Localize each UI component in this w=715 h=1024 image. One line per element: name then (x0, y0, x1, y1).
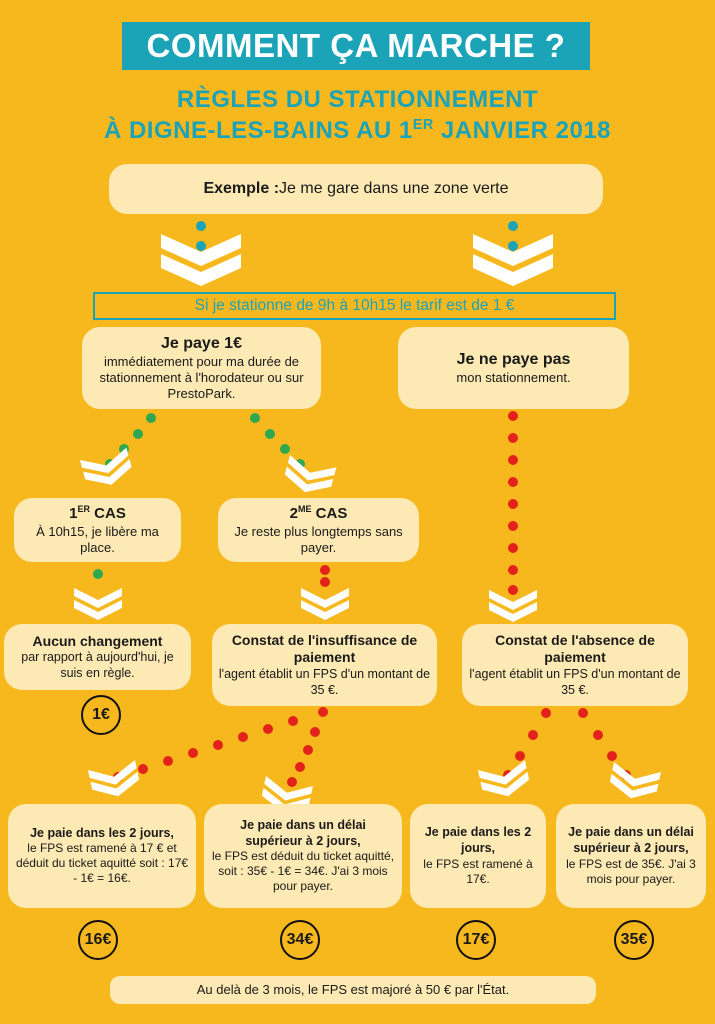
teal-dot (508, 241, 518, 251)
pay-box: Je paye 1€ immédiatement pour ma durée de stationnement à l'horodateur ou sur PrestoPark. (82, 327, 321, 409)
red-dot (213, 740, 223, 750)
result-box-1: Je paie dans les 2 jours, le FPS est ramené à 17 € et déduit du ticket aquitté soit : 17€ - 1€ = 16€. (8, 804, 196, 908)
case2-box: $2^{ME}$ CAS Je reste plus longtemps sans payer. (218, 498, 419, 562)
red-dot (320, 565, 330, 575)
red-dot (578, 708, 588, 718)
red-dot (303, 745, 313, 755)
red-dot (607, 751, 617, 761)
red-dot (295, 762, 305, 772)
red-dot (528, 730, 538, 740)
red-dot (263, 724, 273, 734)
page-title: COMMENT ÇA MARCHE ? (122, 22, 590, 70)
teal-dot (196, 221, 206, 231)
red-dot (163, 756, 173, 766)
chevron-down-icon (301, 588, 349, 620)
teal-dot (508, 221, 518, 231)
nopay-box: Je ne paye pas mon stationnement. (398, 327, 629, 409)
absence-box: Constat de l'absence de paiement l'agent établit un FPS d'un montant de 35 €. (462, 624, 688, 706)
red-dot (508, 521, 518, 531)
red-dot (508, 411, 518, 421)
red-dot (320, 577, 330, 587)
chevron-down-icon (74, 588, 122, 620)
chevron-down-icon (88, 760, 142, 801)
red-dot (508, 477, 518, 487)
subtitle-line2: À DIGNE-LES-BAINS AU 1ER JANVIER 2018 (103, 117, 612, 144)
red-dot (318, 707, 328, 717)
result-box-2: Je paie dans un délai supérieur à 2 jours, le FPS est déduit du ticket aquitté, soit : 35€ - 1€ = 34€. J'ai 3 mois pour payer. (204, 804, 402, 908)
red-dot (508, 455, 518, 465)
green-dot (265, 429, 275, 439)
red-dot (593, 730, 603, 740)
example-box: Exemple : Je me gare dans une zone verte (109, 164, 603, 214)
insufficient-box: Constat de l'insuffisance de paiement l'agent établit un FPS d'un montant de 35 €. (212, 624, 437, 706)
green-dot (93, 569, 103, 579)
chevron-down-icon (80, 448, 135, 491)
chevron-down-icon (478, 760, 532, 801)
result-box-3: Je paie dans les 2 jours, le FPS est ramené à 17€. (410, 804, 546, 908)
red-dot (508, 433, 518, 443)
red-dot (508, 499, 518, 509)
price-badge: 34€ (280, 920, 320, 960)
red-dot (508, 565, 518, 575)
red-dot (541, 708, 551, 718)
price-badge: 1€ (81, 695, 121, 735)
tarif-banner: Si je stationne de 9h à 10h15 le tarif est de 1 € (93, 292, 616, 320)
case1-box: 1ER CAS À 10h15, je libère ma place. (14, 498, 181, 562)
no-change-box: Aucun changement par rapport à aujourd'hui, je suis en règle. (4, 624, 191, 690)
red-dot (138, 764, 148, 774)
chevron-down-icon (607, 762, 661, 803)
green-dot (250, 413, 260, 423)
red-dot (287, 777, 297, 787)
result-box-4: Je paie dans un délai supérieur à 2 jours, le FPS est de 35€. J'ai 3 mois pour payer. (556, 804, 706, 908)
green-dot (133, 429, 143, 439)
red-dot (310, 727, 320, 737)
price-badge: 35€ (614, 920, 654, 960)
red-dot (288, 716, 298, 726)
red-dot (508, 543, 518, 553)
teal-dot (196, 241, 206, 251)
chevron-down-icon (282, 455, 337, 498)
price-badge: 16€ (78, 920, 118, 960)
green-dot (280, 444, 290, 454)
red-dot (238, 732, 248, 742)
red-dot (188, 748, 198, 758)
price-badge: 17€ (456, 920, 496, 960)
green-dot (146, 413, 156, 423)
red-dot (515, 751, 525, 761)
footer-note: Au delà de 3 mois, le FPS est majoré à 50 € par l'État. (110, 976, 596, 1004)
red-dot (508, 585, 518, 595)
subtitle-line1: RÈGLES DU STATIONNEMENT (176, 86, 539, 113)
